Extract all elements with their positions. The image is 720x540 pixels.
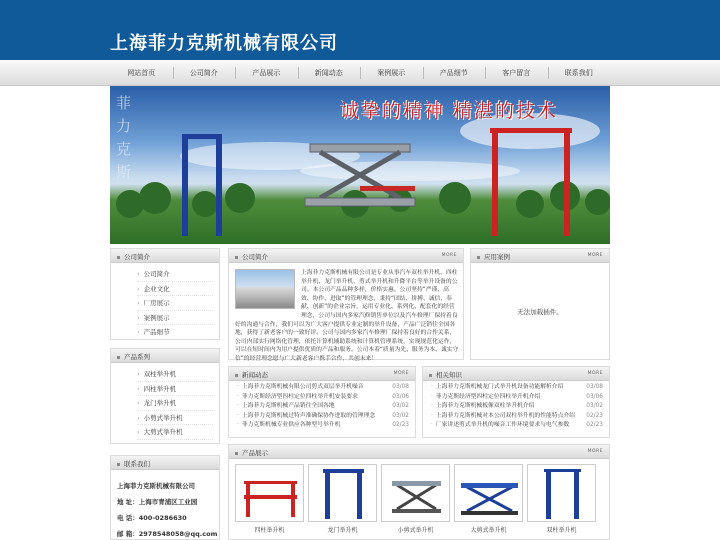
left-company-title: 公司简介 <box>117 252 150 261</box>
banner-slogan: 诚挚的精神 精湛的技术 <box>340 100 559 122</box>
product-caption: 四柱举升机 <box>254 527 285 534</box>
left-product-link[interactable]: › 小剪式举升机 <box>137 411 213 426</box>
product-card[interactable] <box>381 464 450 534</box>
knowledge-item[interactable]: · 厂家讲述剪式举升机的噪音工作环境要求与电气参数 02/23 <box>431 421 603 431</box>
contact-email: 邮 箱：2978548058@qq.com <box>117 530 218 538</box>
site-header <box>0 0 720 60</box>
site-title: 上海菲力克斯机械有限公司 <box>110 33 338 54</box>
left-contact-box <box>110 455 220 540</box>
contact-phone: 电 话：400-0286630 <box>117 514 187 522</box>
product-card[interactable] <box>308 464 377 534</box>
news-title: 新闻动态 <box>235 370 268 379</box>
left-company-link[interactable]: › 公司简介 <box>137 267 213 282</box>
left-company-link[interactable]: › 案例展示 <box>137 311 213 326</box>
brand-vertical-text: 菲力克斯 <box>116 94 132 181</box>
nav-products[interactable]: 产品展示 <box>235 60 298 86</box>
product-card[interactable] <box>527 464 596 534</box>
intro-text: 上海菲力克斯机械有限公司是专业从事汽车双柱举升机、四柱举升机、龙门举升机、剪式举升机和升降平台等举升设备的公司。本公司产品品种多样，价格实惠。公司坚持“严谨、高效、协作、进取”的管理理念，秉持“团结、拼搏、诚信、奉献、创新”的企业宗旨，运用专业化、系列化、配套化的经营理念，公司与国内多家汽修销售单位以及汽车修理厂保持着良好的沟通与合作，我们可以为广大客户提供专业定制的举升设备，产品广泛销往全国各地，获得了新老客户的一致好评。公司与国内多家汽车修理厂保持着良好的合作关系，公司内部实行网络化管理，依托计算机辅助系统和计算机管理系统，实现规范化运作，可以在短时间内为用户提供优质的产品和服务。公司本着“质量为先、服务为本、诚实守信”的经营理念愿与广大新老客户携手合作，共创未来！ <box>235 270 459 362</box>
gantry-lift-image <box>308 464 377 522</box>
knowledge-more-link[interactable]: MORE <box>587 371 603 376</box>
plugin-placeholder: 无法加载插件。 <box>517 308 563 316</box>
knowledge-item[interactable]: · 上海菲力克斯机械龙门式举升机设备功能解析介绍 03/08 <box>431 383 603 393</box>
product-card[interactable] <box>454 464 523 534</box>
product-caption: 小剪式举升机 <box>397 527 434 534</box>
news-item[interactable]: · 菲力克斯机械专业供应各种型号举升机 02/23 <box>237 421 409 431</box>
nav-contact[interactable]: 联系我们 <box>548 60 611 86</box>
news-item[interactable]: · 上海菲力克斯机械产品销往全国各地 03/02 <box>237 402 409 412</box>
nav-details[interactable]: 产品细节 <box>423 60 486 86</box>
news-more-link[interactable]: MORE <box>393 371 409 376</box>
left-contact-title: 联系我们 <box>117 459 150 468</box>
nav-home[interactable]: 网站首页 <box>127 69 156 77</box>
nav-about[interactable]: 公司简介 <box>173 60 236 86</box>
knowledge-item[interactable]: · 菲力克斯经济型四柱定位四柱举升机介绍 03/06 <box>431 393 603 403</box>
product-card[interactable] <box>235 464 304 534</box>
left-products-box <box>110 348 220 444</box>
product-caption: 双柱举升机 <box>546 527 577 534</box>
news-box <box>228 366 416 438</box>
cases-box <box>470 248 610 360</box>
contact-address: 地 址：上海市青浦区工业园 <box>117 498 198 506</box>
nav-cases[interactable]: 案例展示 <box>360 60 423 86</box>
knowledge-item[interactable]: · 上海菲力克斯机械对本公司双柱举升机的性能特点介绍 02/23 <box>431 412 603 422</box>
nav-news[interactable]: 新闻动态 <box>298 60 361 86</box>
intro-title: 公司简介 <box>235 252 268 261</box>
news-item[interactable]: · 菲力克斯经济型四柱定位四柱举升机安装要求 03/06 <box>237 393 409 403</box>
product-caption: 龙门举升机 <box>327 527 358 534</box>
main-nav <box>0 60 720 86</box>
product-caption: 大剪式举升机 <box>470 527 507 534</box>
left-company-link[interactable]: › 厂房展示 <box>137 296 213 311</box>
contact-company: 上海菲力克斯机械有限公司 <box>117 482 195 490</box>
news-item[interactable]: · 上海菲力克斯机械有限公司剪式双层举升机噪音 03/08 <box>237 383 409 393</box>
left-products-title: 产品系列 <box>117 352 150 361</box>
news-item[interactable]: · 上海菲力克斯机械过特声准确保协作进取的管理理念 03/02 <box>237 412 409 422</box>
left-company-box <box>110 248 220 340</box>
knowledge-item[interactable]: · 上海菲力克斯机械板像双柱举升机介绍 03/02 <box>431 402 603 412</box>
products-more-link[interactable]: MORE <box>587 449 603 454</box>
left-product-link[interactable]: › 双柱举升机 <box>137 367 213 382</box>
knowledge-title: 相关知识 <box>429 370 462 379</box>
left-product-link[interactable]: › 龙门举升机 <box>137 396 213 411</box>
left-company-link[interactable]: › 企业文化 <box>137 282 213 297</box>
cases-more-link[interactable]: MORE <box>587 253 603 258</box>
four-post-lift-image <box>235 464 304 522</box>
small-scissor-lift-image <box>381 464 450 522</box>
large-scissor-lift-image <box>454 464 523 522</box>
left-product-link[interactable]: › 四柱举升机 <box>137 382 213 397</box>
left-company-link[interactable]: › 产品细节 <box>137 325 213 340</box>
nav-guestbook[interactable]: 客户留言 <box>485 60 548 86</box>
intro-more-link[interactable]: MORE <box>441 253 457 258</box>
left-product-link[interactable]: › 大剪式举升机 <box>137 425 213 440</box>
knowledge-box <box>422 366 610 438</box>
products-box <box>228 444 610 540</box>
two-post-lift-image <box>527 464 596 522</box>
small-scissor-lift <box>360 186 415 191</box>
cases-title: 应用案例 <box>477 252 510 261</box>
intro-box <box>228 248 464 360</box>
products-title: 产品展示 <box>235 448 268 457</box>
banner <box>110 86 610 244</box>
